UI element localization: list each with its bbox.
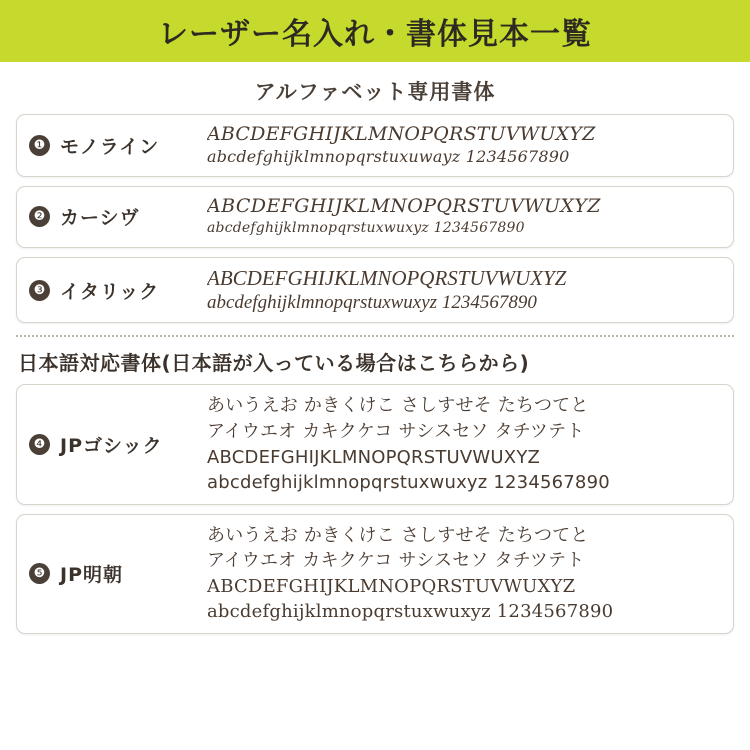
font-row-label	[29, 132, 207, 159]
font-sample	[207, 393, 721, 495]
sample-line-lowercase: abcdefghijklmnopqrstuxwuxyz 1234567890	[207, 291, 537, 313]
sample-line-katakana: アイウエオ カキクケコ サシスセソ タチツテト	[207, 421, 585, 443]
font-name: イタリック	[60, 280, 160, 303]
font-row-label	[29, 431, 207, 458]
sample-line-lowercase: abcdefghijklmnopqrstuxuwayz 1234567890	[207, 146, 570, 166]
font-sample	[207, 123, 721, 168]
sample-line-lowercase: abcdefghijklmnopqrstuxwuxyz 1234567890	[207, 601, 614, 623]
alphabet-font-rows	[0, 114, 750, 323]
sample-line-uppercase: ABCDEFGHIJKLMNOPQRSTUVWUXYZ	[207, 575, 576, 597]
row-number-badge: ❶	[29, 135, 50, 156]
font-sample	[207, 266, 721, 315]
font-sample	[207, 523, 721, 625]
sample-line-hiragana: あいうえお かきくけこ さしすせそ たちつてと	[207, 395, 589, 417]
font-row-jp-mincho[interactable]	[16, 514, 734, 634]
sample-line-uppercase: ABCDEFGHIJKLMNOPQRSTUVWUXYZ	[207, 123, 596, 145]
page-title: レーザー名入れ・書体見本一覧	[158, 17, 592, 52]
font-name: JP明朝	[60, 564, 123, 587]
font-row-monoline[interactable]	[16, 114, 734, 177]
sample-line-katakana: アイウエオ カキクケコ サシスセソ タチツテト	[207, 550, 585, 572]
font-name: モノライン	[60, 135, 160, 158]
row-number-badge: ❷	[29, 206, 50, 227]
font-row-cursive[interactable]	[16, 186, 734, 248]
font-row-label	[29, 277, 207, 304]
header-band	[0, 0, 750, 62]
sample-line-uppercase: ABCDEFGHIJKLMNOPQRSTUVWUXYZ	[207, 195, 601, 218]
section-heading-japanese: 日本語対応書体(日本語が入っている場合はこちらから)	[18, 351, 530, 376]
font-name: カーシヴ	[60, 207, 140, 230]
sample-line-hiragana: あいうえお かきくけこ さしすせそ たちつてと	[207, 524, 589, 546]
sample-line-uppercase: ABCDEFGHIJKLMNOPQRSTUVWUXYZ	[207, 265, 567, 290]
section-divider	[16, 335, 734, 337]
section-heading-alphabet: アルファベット専用書体	[254, 80, 496, 104]
japanese-font-rows	[0, 384, 750, 633]
font-row-label	[29, 560, 207, 587]
sample-line-lowercase: abcdefghijklmnopqrstuxwuxyz 1234567890	[207, 472, 610, 494]
sample-line-uppercase: ABCDEFGHIJKLMNOPQRSTUVWUXYZ	[207, 446, 541, 468]
font-name: JPゴシック	[60, 435, 163, 458]
font-row-jp-gothic[interactable]	[16, 384, 734, 504]
row-number-badge: ❸	[29, 280, 50, 301]
font-row-italic[interactable]	[16, 257, 734, 324]
font-sample	[207, 195, 721, 238]
row-number-badge: ❺	[29, 563, 50, 584]
row-number-badge: ❹	[29, 434, 50, 455]
sample-line-lowercase: abcdefghijklmnopqrstuxwuxyz 1234567890	[207, 219, 525, 236]
font-row-label	[29, 203, 207, 230]
